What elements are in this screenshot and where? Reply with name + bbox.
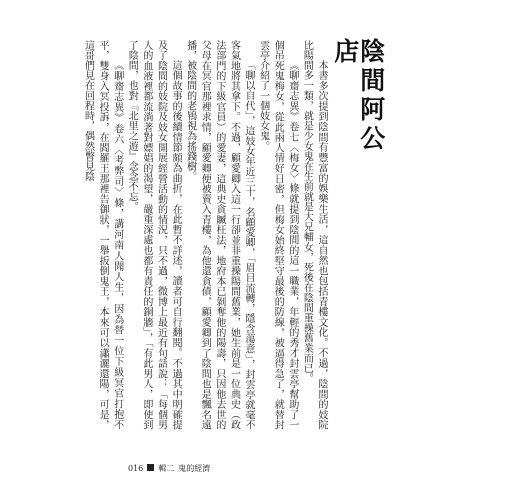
- page-footer: [128, 462, 210, 476]
- section-mark-icon: [147, 462, 154, 476]
- paragraph: 「聊以自代」，這妓女年近三十，名顧愛卿，「眉目流轉，隱含蕩意」，封雲亭就毫不客氣地將其拿下。不過，顧愛卿入這一行卻並非重操陽間舊業，她生前是一位典史（政法部門的下級官員）的愛妻，這典史貪贓枉法，地府本已剝奪他的陽壽，只因他去世的父母在冥官那裡求情，顧愛卿便被賣入青樓，為他還貪債，顧愛卿到了陰間也是飄名遠播，被陰間的老鴇視為搖錢樹。: [184, 40, 255, 430]
- running-title: 鬼的經濟: [178, 464, 211, 473]
- paragraph: 本書多次提到陰間有豐富的娛樂生活，這自然也包括青樓文化。不過，陰間的妓院比陽間多一類，就是少女鬼在生前就是大兄輔女，死後在陰間重操舊業而已。: [301, 40, 327, 430]
- chapter-title: 陰間阿公店: [330, 38, 386, 154]
- paragraph: 《聊齋志異》卷六〈考弊司〉條，講河南人聞人生，因為替一位下級冥官打抱不平，雙身入冥投訴，在閻羅王那裡告御狀，一舉扳倒鬼王，本來可以瀟灑還陽，可是，這哥們見在回程時，偶然瞥見陰: [82, 40, 123, 430]
- page-number: 016: [128, 464, 144, 473]
- body-text: [82, 40, 328, 430]
- chapter-label: 輯二: [158, 464, 175, 473]
- paragraph: 這個故事的後續情節頗為曲折，在此暫不詳述，讀者可自行翻閱。不過其中明確提及了陰間的妓院及妓女開展經營活動的情況，只不過，微博上最近有句話說：「每個男人的血液裡都流淌著對嫖娼的渴望，嚴重深處也都有責任的銅牆」，「有此男人，即使到了陰間，也對『北里之遊』念念不忘。: [126, 40, 182, 430]
- paragraph: 《聊齋志異》卷七〈梅女〉條就提到陰間的這一職業，年輕的秀才封雲亭幫助了一個吊死鬼梅女，從此兩人情好日密，但梅女始終堅守最後的防線，被逼得急了，就替封雲亭介紹了一個妓女鬼。: [257, 40, 298, 430]
